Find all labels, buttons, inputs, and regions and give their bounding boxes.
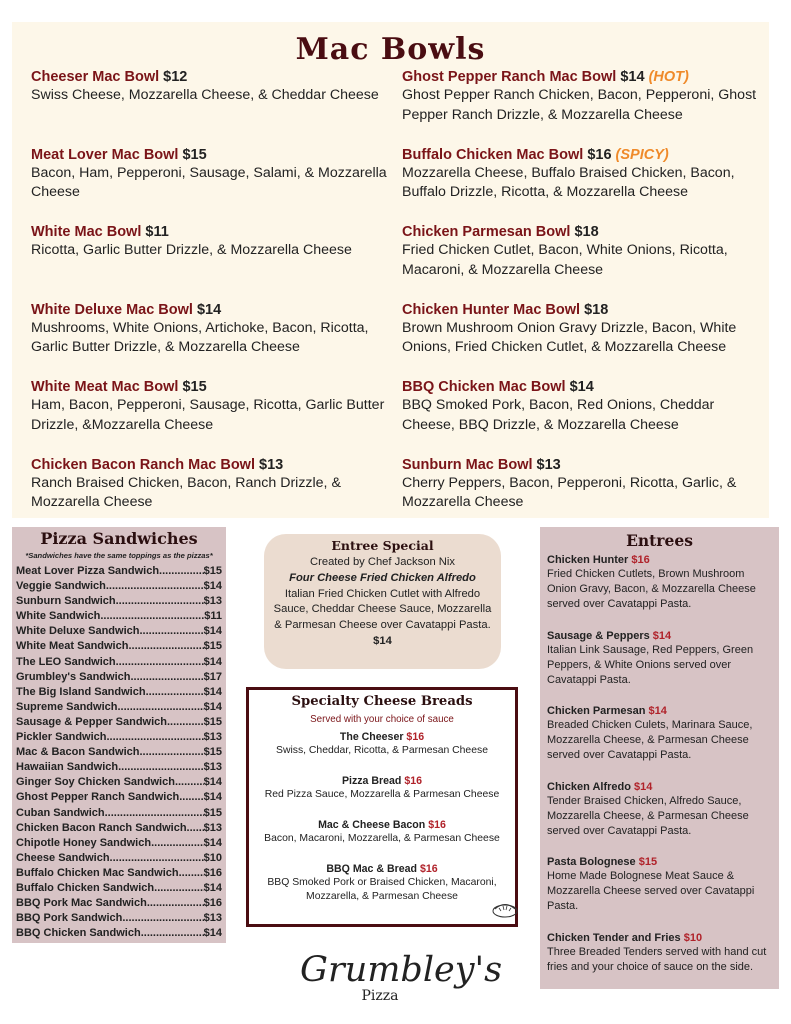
entree-price: $14 <box>634 780 653 793</box>
mac-bowls-right-column <box>402 68 764 533</box>
pizza-sandwich-row <box>16 685 222 700</box>
pizza-sandwich-row <box>16 715 222 730</box>
entree-description: Italian Link Sausage, Red Peppers, Green Peppers, & White Onions served over Cavatappi Pasta. <box>547 643 754 686</box>
mac-bowl-item <box>31 146 393 224</box>
pizza-sandwich-price: $15 <box>203 806 222 819</box>
entrees-list <box>547 553 775 1006</box>
dot-leader <box>118 760 204 775</box>
dot-leader <box>147 896 204 911</box>
dot-leader <box>110 851 204 866</box>
mac-bowl-description: BBQ Smoked Pork, Bacon, Red Onions, Cheddar Cheese, BBQ Drizzle, & Mozzarella Cheese <box>402 397 715 433</box>
pizza-sandwich-name: White Deluxe Sandwich <box>16 625 140 638</box>
pizza-sandwich-price: $16 <box>203 897 222 910</box>
pizza-sandwich-price: $14 <box>203 791 222 804</box>
mac-bowl-item <box>31 223 393 301</box>
entree-special-title: Entree Special <box>331 538 434 553</box>
pizza-sandwich-name: Mac & Bacon Sandwich <box>16 746 140 759</box>
mac-bowl-name: Meat Lover Mac Bowl <box>31 146 179 163</box>
mac-bowl-name: White Meat Mac Bowl <box>31 379 179 395</box>
mac-bowl-item <box>31 301 393 379</box>
pizza-sandwich-row <box>16 775 222 790</box>
dot-leader <box>100 609 204 624</box>
bread-dish-icon <box>491 896 519 920</box>
pizza-sandwich-row <box>16 624 222 639</box>
pizza-sandwich-price: $13 <box>203 595 222 608</box>
cheese-bread-item <box>249 862 515 906</box>
mac-bowl-price: $13 <box>536 456 561 473</box>
pizza-sandwich-row <box>16 926 222 941</box>
entree-item <box>547 704 775 780</box>
dot-leader <box>128 639 203 654</box>
mac-bowl-price: $12 <box>163 69 188 85</box>
entree-name: Chicken Hunter <box>547 554 629 566</box>
mac-bowl-price: $14 <box>196 301 222 318</box>
entree-name: Chicken Alfredo <box>547 780 631 793</box>
pizza-sandwich-name: Sausage & Pepper Sandwich <box>16 715 167 728</box>
pizza-sandwiches-title: Pizza Sandwiches <box>40 529 198 548</box>
entree-name: Chicken Tender and Fries <box>547 931 681 944</box>
pizza-sandwich-name: BBQ Pork Sandwich <box>16 912 123 925</box>
mac-bowl-item <box>402 378 764 456</box>
mac-bowl-price: $18 <box>574 224 599 240</box>
mac-bowl-item <box>31 68 393 146</box>
mac-bowl-price: $14 <box>620 69 645 85</box>
pizza-sandwich-name: Cuban Sandwich <box>16 806 105 819</box>
pizza-sandwich-price: $14 <box>203 836 222 849</box>
mac-bowl-price: $13 <box>259 456 284 473</box>
mac-bowl-name: White Deluxe Mac Bowl <box>31 301 193 318</box>
entree-special-dish: Four Cheese Fried Chicken Alfredo <box>289 571 476 584</box>
entree-price: $15 <box>638 856 658 868</box>
pizza-sandwich-name: Cheese Sandwich <box>16 851 110 864</box>
entree-special-price: $14 <box>373 634 392 647</box>
pizza-sandwich-name: Supreme Sandwich <box>16 700 118 713</box>
mac-bowl-name: Sunburn Mac Bowl <box>402 456 533 473</box>
pizza-sandwich-name: Ghost Pepper Ranch Sandwich <box>16 791 180 804</box>
pizza-sandwich-row <box>16 639 222 654</box>
pizza-sandwich-price: $14 <box>203 625 222 638</box>
logo-script-text: Grumbley's <box>300 950 503 990</box>
pizza-sandwich-price: $15 <box>203 640 222 653</box>
dot-leader <box>116 594 204 609</box>
pizza-sandwich-row <box>16 579 222 594</box>
cheese-bread-name: Mac & Cheese Bacon <box>318 819 426 831</box>
cheese-bread-item <box>249 818 515 862</box>
entree-special-description: Italian Fried Chicken Cutlet with Alfredo Sauce, Cheddar Cheese Sauce, Mozzarella & Parmesan Cheese over Cavatappi Pasta. <box>273 587 492 632</box>
dot-leader <box>117 700 203 715</box>
pizza-sandwich-price: $15 <box>203 565 222 577</box>
dot-leader <box>146 685 204 700</box>
pizza-sandwich-price: $15 <box>203 746 222 759</box>
pizza-sandwich-row <box>16 836 222 851</box>
pizza-sandwich-name: The LEO Sandwich <box>16 655 116 668</box>
mac-bowl-item <box>402 456 764 534</box>
cheese-bread-name: The Cheeser <box>339 731 404 743</box>
mac-bowl-name: Chicken Hunter Mac Bowl <box>402 301 581 318</box>
pizza-sandwich-row <box>16 896 222 911</box>
pizza-sandwich-price: $15 <box>203 715 222 728</box>
mac-bowl-description: Fried Chicken Cutlet, Bacon, White Onions, Ricotta, Macaroni, & Mozzarella Cheese <box>402 242 728 278</box>
grumbleys-pizza-logo <box>300 950 503 1016</box>
pizza-sandwiches-note: *Sandwiches have the same toppings as the pizzas* <box>25 551 213 560</box>
pizza-sandwich-price: $14 <box>203 685 222 698</box>
mac-bowls-section <box>12 22 769 518</box>
pizza-sandwich-name: Chicken Bacon Ranch Sandwich <box>16 821 187 834</box>
pizza-sandwich-list <box>16 564 222 941</box>
cheese-bread-description: Swiss, Cheddar, Ricotta, & Parmesan Cheese <box>276 745 488 756</box>
entree-special-body <box>270 555 495 650</box>
mac-bowl-price: $18 <box>584 301 609 318</box>
mac-bowl-price: $15 <box>182 379 207 395</box>
mac-bowl-name: Chicken Bacon Ranch Mac Bowl <box>31 456 255 473</box>
entree-item <box>547 931 775 1007</box>
cheese-breads-subtitle: Served with your choice of sauce <box>310 714 454 725</box>
pizza-sandwich-name: Sunburn Sandwich <box>16 595 116 608</box>
dot-leader <box>179 866 204 881</box>
cheese-breads-list <box>249 730 515 906</box>
mac-bowl-description: Ricotta, Garlic Butter Drizzle, & Mozzarella Cheese <box>31 242 352 258</box>
pizza-sandwich-row <box>16 881 222 896</box>
entree-description: Three Breaded Tenders served with hand cut fries and your choice of sauce on the side. <box>547 945 767 973</box>
pizza-sandwich-name: The Big Island Sandwich <box>16 685 146 698</box>
entree-price: $14 <box>652 629 672 642</box>
pizza-sandwich-price: $13 <box>203 821 222 834</box>
pizza-sandwich-row <box>16 851 222 866</box>
dot-leader <box>175 775 204 790</box>
mac-bowl-item <box>31 456 393 534</box>
cheese-bread-item <box>249 774 515 818</box>
mac-bowl-description: Brown Mushroom Onion Gravy Drizzle, Bacon, White Onions, Fried Chicken Cutlet, & Mozzarella Cheese <box>402 319 737 355</box>
mac-bowl-description: Ghost Pepper Ranch Chicken, Bacon, Pepperoni, Ghost Pepper Ranch Drizzle, & Mozzarella Cheese <box>402 87 757 123</box>
mac-bowl-description: Mozzarella Cheese, Buffalo Braised Chicken, Bacon, Buffalo Drizzle, Ricotta, & Mozzarella Cheese <box>402 164 735 200</box>
pizza-sandwich-price: $13 <box>203 912 222 925</box>
pizza-sandwich-price: $14 <box>203 700 222 713</box>
dot-leader <box>122 911 203 926</box>
mac-bowl-item <box>402 146 764 224</box>
dot-leader <box>187 821 204 836</box>
mac-bowl-name: Chicken Parmesan Bowl <box>402 224 571 240</box>
pizza-sandwich-price: $13 <box>203 731 222 744</box>
mac-bowl-name: Buffalo Chicken Mac Bowl <box>402 146 584 163</box>
dot-leader <box>141 926 204 941</box>
heat-tag: (HOT) <box>648 69 689 85</box>
entree-name: Pasta Bolognese <box>547 856 636 868</box>
dot-leader <box>116 655 204 670</box>
entree-item <box>547 629 775 705</box>
cheese-bread-item <box>249 730 515 774</box>
pizza-sandwich-price: $11 <box>204 610 222 623</box>
pizza-sandwich-row <box>16 866 222 881</box>
pizza-sandwich-name: Veggie Sandwich <box>16 580 106 593</box>
dot-leader <box>139 745 203 760</box>
cheese-bread-name: BBQ Mac & Bread <box>326 863 418 875</box>
cheese-bread-price: $16 <box>419 863 438 875</box>
pizza-sandwich-row <box>16 821 222 836</box>
pizza-sandwich-price: $14 <box>203 655 222 668</box>
pizza-sandwich-name: Chipotle Honey Sandwich <box>16 836 152 849</box>
pizza-sandwich-name: BBQ Chicken Sandwich <box>16 927 141 940</box>
pizza-sandwich-row <box>16 730 222 745</box>
pizza-sandwich-price: $17 <box>203 670 222 683</box>
mac-bowl-item <box>402 68 764 146</box>
pizza-sandwich-price: $14 <box>203 776 222 789</box>
pizza-sandwich-price: $16 <box>203 866 222 879</box>
dot-leader <box>159 564 204 579</box>
cheese-bread-price: $16 <box>406 731 425 743</box>
entree-description: Tender Braised Chicken, Alfredo Sauce, Mozzarella Cheese, & Parmesan Cheese served over Cavatappi Pasta. <box>547 794 749 837</box>
dot-leader <box>106 579 204 594</box>
pizza-sandwich-price: $13 <box>203 761 222 774</box>
mac-bowl-description: Mushrooms, White Onions, Artichoke, Bacon, Ricotta, Garlic Butter Drizzle, & Mozzarella Cheese <box>31 319 369 355</box>
pizza-sandwich-name: Buffalo Chicken Mac Sandwich <box>16 866 179 879</box>
pizza-sandwich-row <box>16 700 222 715</box>
entree-item <box>547 553 775 629</box>
mac-bowl-name: Cheeser Mac Bowl <box>31 69 160 85</box>
mac-bowl-description: Bacon, Ham, Pepperoni, Sausage, Salami, & Mozzarella Cheese <box>31 164 387 200</box>
entree-price: $10 <box>683 931 703 944</box>
cheese-bread-description: Red Pizza Sauce, Mozzarella & Parmesan Cheese <box>264 789 500 800</box>
mac-bowl-item <box>31 378 393 456</box>
entree-name: Chicken Parmesan <box>547 705 646 717</box>
pizza-sandwich-row <box>16 564 222 579</box>
dot-leader <box>179 790 203 805</box>
mac-bowls-left-column <box>31 68 393 533</box>
pizza-sandwich-row <box>16 806 222 821</box>
pizza-sandwich-name: Buffalo Chicken Sandwich <box>16 881 155 894</box>
heat-tag: (SPICY) <box>615 146 669 163</box>
pizza-sandwich-name: Meat Lover Pizza Sandwich <box>16 565 160 577</box>
mac-bowl-name: BBQ Chicken Mac Bowl <box>402 379 566 395</box>
cheese-bread-price: $16 <box>404 775 423 787</box>
entree-price: $14 <box>648 705 667 717</box>
dot-leader <box>106 730 203 745</box>
entrees-title: Entrees <box>626 531 693 550</box>
mac-bowl-description: Cherry Peppers, Bacon, Pepperoni, Ricotta, Garlic, & Mozzarella Cheese <box>402 474 737 510</box>
pizza-sandwich-row <box>16 655 222 670</box>
pizza-sandwich-price: $14 <box>203 580 222 593</box>
pizza-sandwich-name: White Sandwich <box>16 610 101 623</box>
pizza-sandwich-row <box>16 745 222 760</box>
mac-bowl-name: White Mac Bowl <box>31 224 142 240</box>
pizza-sandwich-row <box>16 670 222 685</box>
mac-bowl-description: Ham, Bacon, Pepperoni, Sausage, Ricotta, Garlic Butter Drizzle, &Mozzarella Cheese <box>31 397 385 433</box>
pizza-sandwich-row <box>16 760 222 775</box>
entree-description: Fried Chicken Cutlets, Brown Mushroom Onion Gravy, Bacon, & Mozzarella Cheese served over Cavatappi Pasta. <box>547 568 756 610</box>
entree-item <box>547 855 775 931</box>
pizza-sandwich-name: Hawaiian Sandwich <box>16 761 119 774</box>
dot-leader <box>167 715 204 730</box>
pizza-sandwich-price: $14 <box>203 881 222 894</box>
dot-leader <box>139 624 203 639</box>
dot-leader <box>151 836 204 851</box>
pizza-sandwiches-section <box>12 527 226 943</box>
pizza-sandwich-row <box>16 911 222 926</box>
entree-special-box <box>264 534 501 669</box>
specialty-cheese-breads-box <box>246 687 518 927</box>
mac-bowl-price: $16 <box>587 146 612 163</box>
entree-name: Sausage & Peppers <box>547 629 650 642</box>
mac-bowl-item <box>402 223 764 301</box>
entree-description: Home Made Bolognese Meat Sauce & Mozzarella Cheese served over Cavatappi Pasta. <box>547 870 755 912</box>
cheese-bread-price: $16 <box>428 819 446 831</box>
mac-bowls-title: Mac Bowls <box>295 32 486 67</box>
pizza-sandwich-name: BBQ Pork Mac Sandwich <box>16 897 147 910</box>
pizza-sandwich-row <box>16 609 222 624</box>
pizza-sandwich-name: Pickler Sandwich <box>16 731 107 744</box>
pizza-sandwich-price: $10 <box>203 851 222 864</box>
dot-leader <box>154 881 204 896</box>
pizza-sandwich-name: Grumbley's Sandwich <box>16 670 131 683</box>
logo-subtext: Pizza <box>361 988 399 1004</box>
cheese-bread-description: BBQ Smoked Pork or Braised Chicken, Macaroni, Mozzarella, & Parmesan Cheese <box>267 877 497 902</box>
pizza-sandwich-price: $14 <box>203 927 222 940</box>
dot-leader <box>105 806 204 821</box>
mac-bowl-price: $11 <box>145 224 169 240</box>
pizza-sandwich-name: White Meat Sandwich <box>16 640 129 653</box>
entree-price: $16 <box>631 554 650 566</box>
mac-bowl-name: Ghost Pepper Ranch Mac Bowl <box>402 69 617 85</box>
mac-bowl-price: $15 <box>182 146 207 163</box>
cheese-bread-name: Pizza Bread <box>341 775 402 787</box>
pizza-sandwich-row <box>16 594 222 609</box>
entrees-section <box>540 527 779 989</box>
mac-bowl-item <box>402 301 764 379</box>
mac-bowl-description: Ranch Braised Chicken, Bacon, Ranch Drizzle, & Mozzarella Cheese <box>31 474 341 510</box>
dot-leader <box>130 670 203 685</box>
mac-bowl-description: Swiss Cheese, Mozzarella Cheese, & Cheddar Cheese <box>31 87 379 103</box>
cheese-bread-description: Bacon, Macaroni, Mozzarella, & Parmesan Cheese <box>264 833 500 844</box>
pizza-sandwich-name: Ginger Soy Chicken Sandwich <box>16 776 175 789</box>
entree-special-byline: Created by Chef Jackson Nix <box>310 556 455 568</box>
entree-description: Breaded Chicken Culets, Marinara Sauce, Mozzarella Cheese, & Parmesan Cheese served over Cavatappi Pasta. <box>547 719 753 761</box>
cheese-breads-title: Specialty Cheese Breads <box>291 694 473 709</box>
entree-item <box>547 780 775 856</box>
mac-bowl-price: $14 <box>569 379 594 395</box>
pizza-sandwich-row <box>16 790 222 805</box>
